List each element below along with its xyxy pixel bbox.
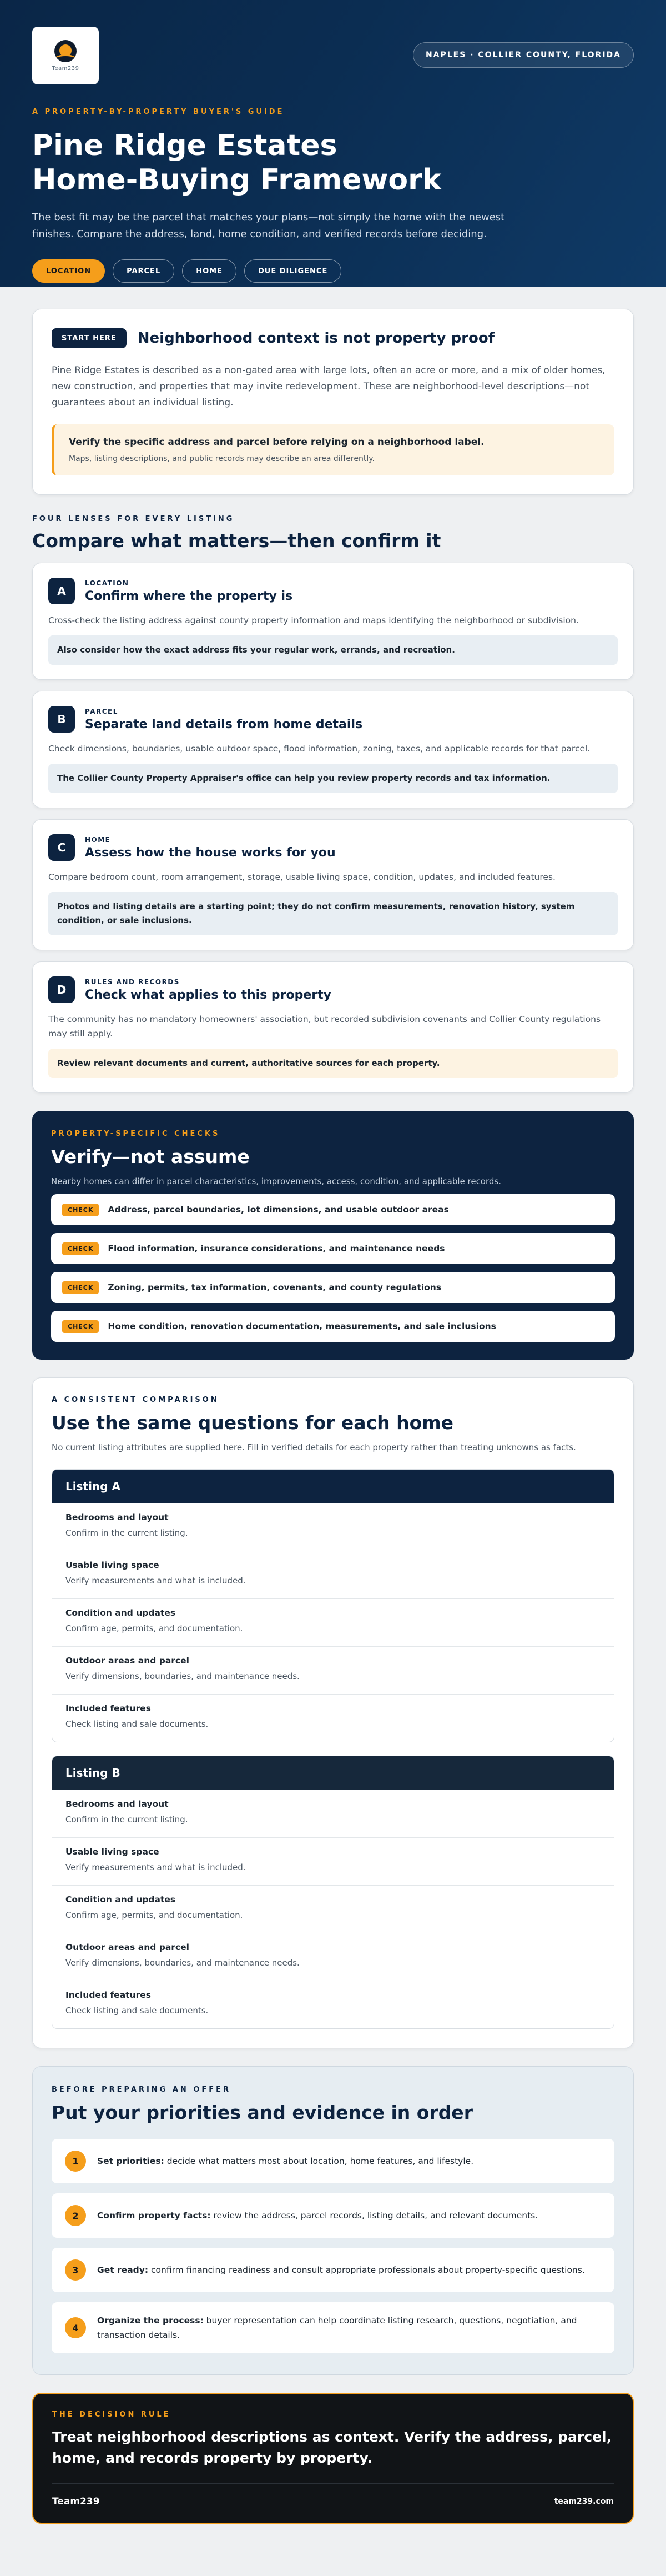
decision-footer (52, 2483, 614, 2507)
row-value: Verify dimensions, boundaries, and maintenance needs. (65, 1958, 300, 1968)
table-row (52, 1646, 614, 1694)
comparison-subtitle: No current listing attributes are supplied here. Fill in verified details for each property rather than treating unknowns as facts. (52, 1442, 576, 1452)
offer-eyebrow: BEFORE PREPARING AN OFFER (52, 2086, 231, 2094)
row-value: Verify measurements and what is included. (65, 1576, 246, 1586)
listing-header: Listing B (52, 1756, 614, 1790)
table-row (52, 1598, 614, 1646)
table-row (52, 1503, 614, 1551)
row-label: Condition and updates (65, 1608, 176, 1618)
step-item (52, 2248, 614, 2292)
step-number: 1 (65, 2151, 86, 2172)
row-label: Outdoor areas and parcel (65, 1942, 189, 1952)
table-row (52, 1933, 614, 1981)
row-label: Bedrooms and layout (65, 1512, 169, 1522)
comparison-eyebrow: A CONSISTENT COMPARISON (52, 1396, 219, 1404)
row-label: Outdoor areas and parcel (65, 1656, 189, 1666)
step-number: 3 (65, 2259, 86, 2281)
lens-title: Confirm where the property is (85, 589, 293, 603)
check-text: Address, parcel boundaries, lot dimensions, and usable outdoor areas (108, 1205, 449, 1215)
table-row (52, 1790, 614, 1837)
row-label: Usable living space (65, 1560, 159, 1570)
lens-card-rules (32, 961, 634, 1093)
step-number: 2 (65, 2205, 86, 2226)
hero-eyebrow: A PROPERTY-BY-PROPERTY BUYER'S GUIDE (32, 108, 285, 116)
row-value: Confirm in the current listing. (65, 1528, 188, 1538)
intro-body: Pine Ridge Estates is described as a non-gated area with large lots, often an acre or more, and a mix of older homes, new construction, and properties that may invite redevelopment. These are neighborhood-level descriptions—not guarantees about an individual listing. (52, 365, 606, 408)
table-row (52, 1837, 614, 1885)
warning-title: Verify the specific address and parcel before relying on a neighborhood label. (69, 437, 485, 448)
step-item (52, 2302, 614, 2353)
lens-card-parcel (32, 691, 634, 808)
warning-callout (52, 424, 614, 475)
tab-home[interactable]: HOME (182, 259, 236, 283)
table-row (52, 1885, 614, 1933)
website-link[interactable]: team239.com (554, 2497, 614, 2506)
table-row (52, 1981, 614, 2028)
verify-subtitle: Nearby homes can differ in parcel characteristics, improvements, access, condition, and applicable records. (51, 1176, 501, 1186)
check-item (51, 1194, 615, 1225)
step-text: Organize the process: buyer representation can help coordinate listing research, questions, negotiation, and transaction details. (97, 2316, 577, 2340)
check-item (51, 1272, 615, 1303)
lens-kicker: LOCATION (85, 579, 129, 587)
verify-eyebrow: PROPERTY-SPECIFIC CHECKS (51, 1130, 220, 1138)
location-pill: NAPLES · COLLIER COUNTY, FLORIDA (413, 42, 634, 68)
tab-parcel[interactable]: PARCEL (113, 259, 174, 283)
table-row (52, 1694, 614, 1742)
decision-eyebrow: THE DECISION RULE (52, 2410, 171, 2419)
check-text: Flood information, insurance considerations, and maintenance needs (108, 1244, 445, 1254)
table-row (52, 1551, 614, 1598)
brand-name: Team239 (52, 2496, 100, 2507)
tab-due-diligence[interactable]: DUE DILIGENCE (244, 259, 341, 283)
lens-body: The community has no mandatory homeowners' association, but recorded subdivision covenants and Collier County regulations may still apply. (48, 1014, 601, 1039)
offer-prep-panel (32, 2066, 634, 2375)
lens-note: The Collier County Property Appraiser's office can help you review property records and tax information. (48, 764, 618, 793)
logo-text: Team239 (52, 65, 79, 72)
start-here-badge: START HERE (52, 328, 127, 348)
step-text: Set priorities: decide what matters most about location, home features, and lifestyle. (97, 2156, 474, 2166)
row-value: Check listing and sale documents. (65, 1719, 209, 1729)
lens-letter-badge: B (48, 706, 75, 733)
decision-text: Treat neighborhood descriptions as context. Verify the address, parcel, home, and records property by property. (52, 2429, 612, 2466)
row-label: Condition and updates (65, 1895, 176, 1905)
lens-kicker: PARCEL (85, 707, 118, 715)
lenses-title: Compare what matters—then confirm it (32, 530, 441, 552)
lens-body: Check dimensions, boundaries, usable outdoor space, flood information, zoning, taxes, and applicable records for that parcel. (48, 744, 591, 754)
check-tag: CHECK (62, 1242, 99, 1255)
lens-body: Compare bedroom count, room arrangement, storage, usable living space, condition, updates, and included features. (48, 872, 556, 882)
warning-text: Maps, listing descriptions, and public records may describe an area differently. (69, 454, 375, 463)
row-label: Usable living space (65, 1847, 159, 1857)
comparison-card (32, 1377, 634, 2048)
row-value: Check listing and sale documents. (65, 2006, 209, 2016)
lens-body: Cross-check the listing address against county property information and maps identifying the neighborhood or subdivision. (48, 615, 579, 625)
decision-rule-panel (32, 2393, 634, 2524)
check-text: Home condition, renovation documentation, measurements, and sale inclusions (108, 1321, 496, 1331)
step-text: Confirm property facts: review the address, parcel records, listing details, and relevant documents. (97, 2211, 538, 2221)
lens-note: Photos and listing details are a starting point; they do not confirm measurements, renovation history, system condition, or sale inclusions. (48, 892, 618, 935)
team239-logo[interactable] (32, 27, 99, 84)
sunset-logo-icon (54, 40, 77, 62)
listing-table-a (52, 1469, 614, 1742)
lens-title: Assess how the house works for you (85, 845, 336, 860)
row-value: Verify dimensions, boundaries, and maintenance needs. (65, 1671, 300, 1681)
lens-letter-badge: D (48, 976, 75, 1003)
step-text: Get ready: confirm financing readiness and consult appropriate professionals about property-specific questions. (97, 2265, 585, 2275)
step-item (52, 2193, 614, 2238)
lens-note: Also consider how the exact address fits your regular work, errands, and recreation. (48, 635, 618, 665)
row-label: Included features (65, 1703, 151, 1713)
row-value: Confirm age, permits, and documentation. (65, 1623, 243, 1633)
lens-letter-badge: A (48, 578, 75, 604)
hero-description: The best fit may be the parcel that matches your plans—not simply the home with the newest finishes. Compare the address, land, home condition, and verified records before deciding. (32, 212, 505, 240)
lens-title: Check what applies to this property (85, 988, 332, 1002)
page-title-line1: Pine Ridge Estates (32, 129, 337, 162)
step-item (52, 2139, 614, 2183)
row-value: Confirm age, permits, and documentation. (65, 1910, 243, 1920)
hero-header (0, 0, 666, 287)
lens-note: Review relevant documents and current, authoritative sources for each property. (48, 1049, 618, 1078)
check-tag: CHECK (62, 1320, 99, 1333)
lenses-eyebrow: FOUR LENSES FOR EVERY LISTING (32, 515, 235, 523)
comparison-title: Use the same questions for each home (52, 1412, 454, 1434)
lens-kicker: HOME (85, 835, 111, 844)
intro-title: Neighborhood context is not property proof (137, 330, 495, 347)
verify-panel (32, 1111, 634, 1360)
lens-title: Separate land details from home details (85, 717, 363, 731)
lenses-header (32, 515, 634, 552)
lens-card-home (32, 819, 634, 950)
main-content (0, 309, 666, 2524)
listing-table-b (52, 1756, 614, 2029)
lens-letter-badge: C (48, 834, 75, 861)
page-title-line2: Home-Buying Framework (32, 163, 442, 197)
lens-card-location (32, 563, 634, 680)
check-item (51, 1233, 615, 1264)
check-tag: CHECK (62, 1281, 99, 1294)
row-label: Included features (65, 1990, 151, 2000)
verify-title: Verify—not assume (51, 1146, 250, 1167)
intro-card (32, 309, 634, 495)
tab-location[interactable]: LOCATION (32, 259, 105, 283)
offer-title: Put your priorities and evidence in order (52, 2102, 473, 2123)
check-tag: CHECK (62, 1204, 99, 1216)
row-label: Bedrooms and layout (65, 1799, 169, 1809)
check-text: Zoning, permits, tax information, covenants, and county regulations (108, 1282, 442, 1292)
check-item (51, 1311, 615, 1342)
row-value: Verify measurements and what is included. (65, 1862, 246, 1872)
listing-header: Listing A (52, 1470, 614, 1503)
page-title (32, 128, 634, 197)
row-value: Confirm in the current listing. (65, 1815, 188, 1825)
lens-kicker: RULES AND RECORDS (85, 978, 180, 986)
section-tabs (32, 259, 634, 283)
step-number: 4 (65, 2317, 86, 2338)
